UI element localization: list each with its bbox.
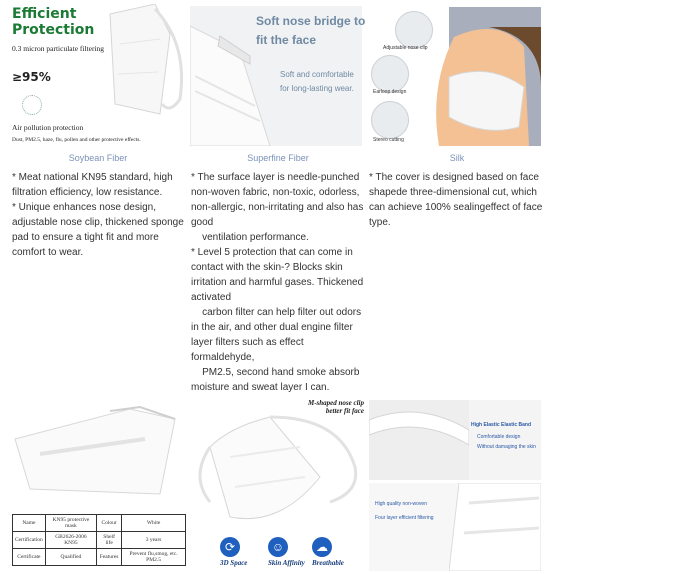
nose-bridge-panel <box>190 6 366 146</box>
particulate-text: 0.3 micron particulate filtering <box>12 44 105 53</box>
table-row <box>13 549 186 566</box>
feature-label: Skin Affinity <box>268 559 305 567</box>
m-shaped-nose-clip-panel <box>190 397 366 567</box>
virus-icon <box>22 95 42 115</box>
feature-label: 3D Space <box>220 559 248 567</box>
callout-earloop <box>371 55 409 93</box>
soybean-description <box>12 170 188 260</box>
mask-image <box>100 4 172 114</box>
model-photo <box>429 27 541 146</box>
column-caption-silk: Silk <box>449 153 465 163</box>
superfine-description <box>191 170 367 395</box>
feature-item <box>268 537 305 567</box>
description-line: carbon filter can help filter out odors in the air, and other dual engine filter layer filters such as effect formaldehyde, <box>191 307 364 363</box>
description-line: * The cover is designed based on face shapede three-dimensional cut, which can achieve 100% sealingeffect of face type. <box>369 172 543 228</box>
description-line: ventilation performance. <box>191 232 309 243</box>
efficient-protection-panel <box>8 0 188 148</box>
table-cell: Certificate <box>13 549 46 566</box>
callout-nose-clip <box>395 11 433 49</box>
table-cell: Colour <box>97 515 122 532</box>
table-cell: White <box>122 515 186 532</box>
table-row <box>13 532 186 549</box>
elastic-band-title: High Elastic Elastic Band <box>471 422 532 428</box>
elastic-bullet: Without damaging the skin <box>477 444 536 450</box>
table-cell: Name <box>13 515 46 532</box>
air-pollution-label: Air pollution protection <box>12 123 84 132</box>
table-cell: Features <box>97 549 122 566</box>
feature-item <box>220 537 247 567</box>
column-caption-superfine: Superfine Fiber <box>247 153 309 163</box>
table-cell: Qualified <box>45 549 96 566</box>
table-cell: GB2626-2006 KN95 <box>45 532 96 549</box>
material-bullet: Four layer efficient filtering <box>375 515 434 521</box>
silk-description <box>369 170 545 230</box>
callout-label: Earloop design <box>373 89 407 95</box>
description-line: * Unique enhances nose design, adjustable nose clip, thickened sponge pad to ensure a tight fit and more comfort to wear. <box>12 202 184 258</box>
description-line: * The surface layer is needle-punched non-woven fabric, non-toxic, odorless, non-allergic, non-irritating and also has good <box>191 172 364 228</box>
elastic-band-panel <box>369 400 541 480</box>
table-row <box>13 515 186 532</box>
feature-label: Breathable <box>312 559 344 567</box>
table-cell: 3 years <box>122 532 186 549</box>
nose-bridge-headline: Soft nose bridge to fit the face <box>256 14 366 47</box>
column-caption-soybean: Soybean Fiber <box>68 153 128 163</box>
table-cell: KN95 protective mask <box>45 515 96 532</box>
callout-stereo <box>371 101 409 139</box>
feature-item <box>312 537 344 567</box>
filter-percent: ≥95% <box>12 70 51 84</box>
table-cell: Certification <box>13 532 46 549</box>
3d-space-icon: ⟳ <box>220 537 240 557</box>
spec-table <box>12 514 186 566</box>
silk-model-panel <box>369 7 541 146</box>
callout-label: Adjustable nose clip <box>383 45 428 51</box>
mask-product-image <box>10 399 186 504</box>
table-cell: Shelf life <box>97 532 122 549</box>
description-line: * Meat national KN95 standard, high filtration efficiency, low resistance. <box>12 172 173 198</box>
description-line: * Level 5 protection that can come in contact with the skin-? Blocks skin irritation and harmful gases. Thickened activated <box>191 247 364 303</box>
table-cell: Prevent flu,smog, etc. PM2.5 <box>122 549 186 566</box>
material-bullet: High quality non-woven <box>375 501 427 507</box>
dust-label: Dust, PM2.5, haze, flu, pollen and other protective effects. <box>12 137 141 143</box>
description-line: PM2.5, second hand smoke absorb moisture and sweat layer I can. <box>191 367 363 393</box>
material-layer-panel <box>369 483 541 571</box>
nose-bridge-subtext: Soft and comfortable for long-lasting wear. <box>280 70 354 93</box>
skin-affinity-icon: ☺ <box>268 537 288 557</box>
callout-label: Stereo cutting <box>373 137 404 143</box>
efficient-protection-title: Efficient Protection <box>12 6 95 38</box>
breathable-icon: ☁ <box>312 537 332 557</box>
elastic-bullet: Comfortable design <box>477 434 521 440</box>
nose-clip-title: M-shaped nose clip better fit face <box>308 399 364 415</box>
